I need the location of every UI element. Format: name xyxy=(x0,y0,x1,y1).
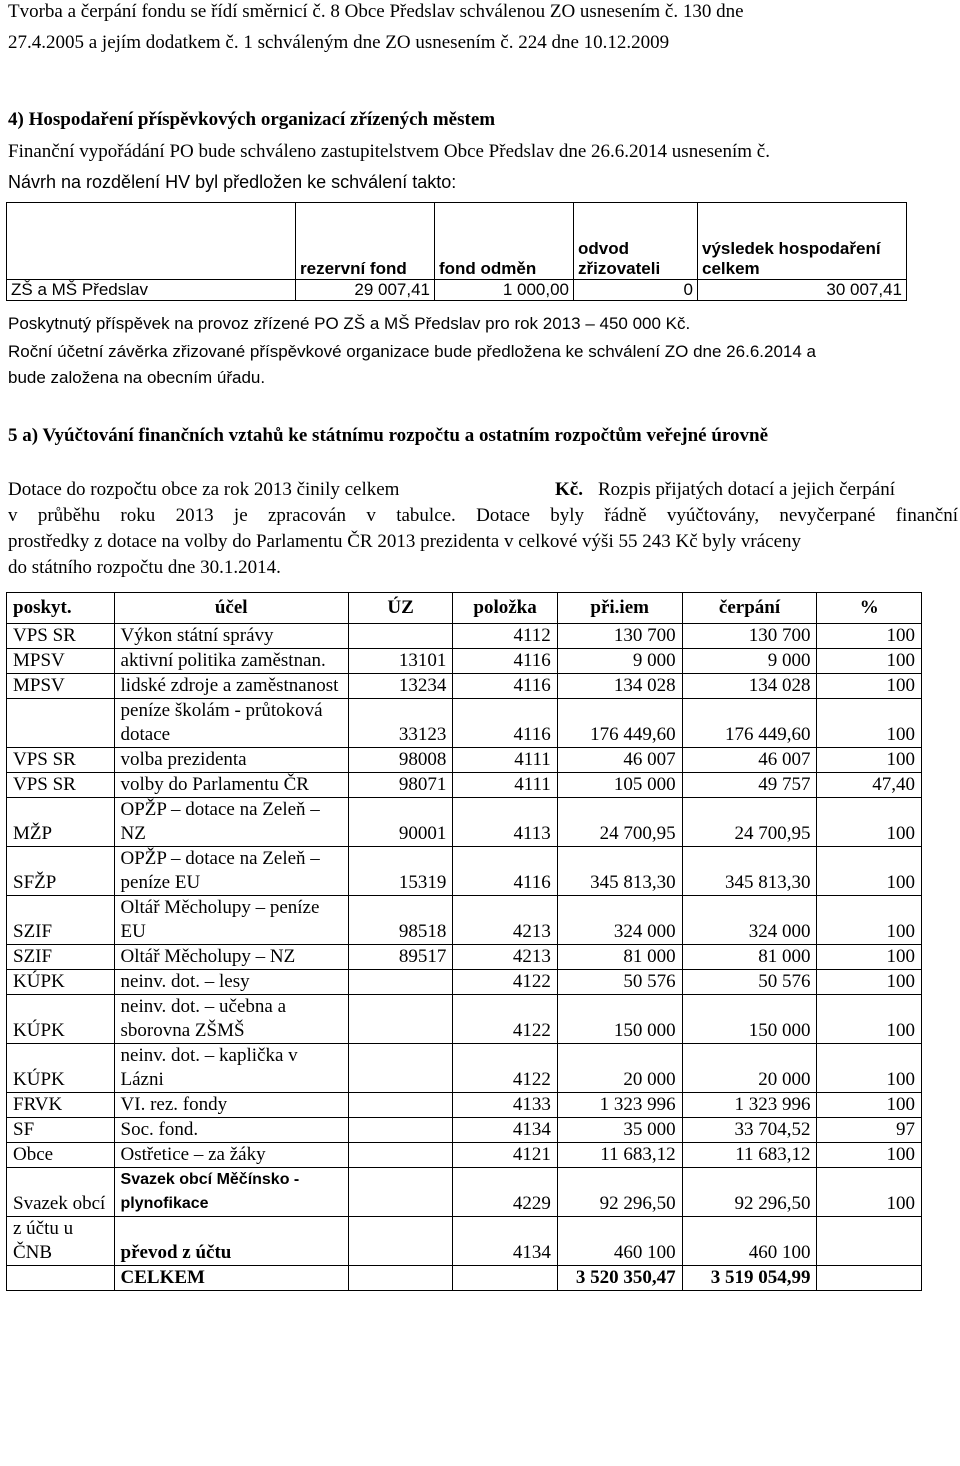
section4-after-3: bude založena na obecním úřadu. xyxy=(8,368,266,387)
table-row xyxy=(7,773,922,798)
grant-purpose: volby do Parlamentu ČR xyxy=(114,773,348,798)
table-row xyxy=(7,1118,922,1143)
total-cell-0 xyxy=(7,1266,115,1291)
hv-header-blank xyxy=(7,203,296,280)
grants-header-received: při.iem xyxy=(557,593,682,624)
table-row xyxy=(7,1168,922,1217)
grant-uz: 90001 xyxy=(348,798,452,847)
grant-percent: 100 xyxy=(817,1143,922,1168)
grant-provider: VPS SR xyxy=(7,748,115,773)
section5-p2: v průběhu roku 2013 je zpracován v tabulce. Dotace byly řádně vyúčtovány, nevyčerpané finanční xyxy=(8,505,958,526)
grant-percent: 100 xyxy=(817,624,922,649)
grant-purpose: peníze školám - průtoková dotace xyxy=(114,699,348,748)
grant-provider: Svazek obcí xyxy=(7,1168,115,1217)
grant-percent: 100 xyxy=(817,970,922,995)
grant-received: 81 000 xyxy=(557,945,682,970)
grant-spent: 9 000 xyxy=(682,649,817,674)
grant-received: 92 296,50 xyxy=(557,1168,682,1217)
grant-spent: 46 007 xyxy=(682,748,817,773)
grant-purpose: volba prezidenta xyxy=(114,748,348,773)
grant-percent: 100 xyxy=(817,1044,922,1093)
section4-line-2: Návrh na rozdělení HV byl předložen ke schválení takto: xyxy=(8,172,457,192)
grant-item: 4112 xyxy=(453,624,557,649)
grant-received: 1 323 996 xyxy=(557,1093,682,1118)
grant-received: 460 100 xyxy=(557,1217,682,1266)
hv-header-levy: odvod zřizovateli xyxy=(574,203,698,280)
grant-uz xyxy=(348,1044,452,1093)
grant-uz: 98071 xyxy=(348,773,452,798)
grant-spent: 81 000 xyxy=(682,945,817,970)
grants-header-percent: % xyxy=(817,593,922,624)
grant-received: 134 028 xyxy=(557,674,682,699)
section5-p3: prostředky z dotace na volby do Parlamentu ČR 2013 prezidenta v celkové výši 55 243 Kč byly vráceny xyxy=(8,531,802,552)
section5-p1-a: Dotace do rozpočtu obce za rok 2013 činily celkem xyxy=(8,479,400,500)
grant-percent: 100 xyxy=(817,798,922,847)
grant-spent: 134 028 xyxy=(682,674,817,699)
hv-cell-levy: 0 xyxy=(574,280,698,301)
grant-uz xyxy=(348,1093,452,1118)
grant-received: 324 000 xyxy=(557,896,682,945)
grants-header-uz: ÚZ xyxy=(348,593,452,624)
grant-uz xyxy=(348,1168,452,1217)
grant-item: 4134 xyxy=(453,1118,557,1143)
grants-total-row xyxy=(7,1266,922,1291)
grant-item: 4122 xyxy=(453,995,557,1044)
section4-line-1: Finanční vypořádání PO bude schváleno zastupitelstvem Obce Předslav dne 26.6.2014 usnesením č. xyxy=(8,141,770,162)
grant-purpose: OPŽP – dotace na Zeleň – peníze EU xyxy=(114,847,348,896)
grant-uz xyxy=(348,624,452,649)
grant-percent xyxy=(817,1217,922,1266)
grant-provider: KÚPK xyxy=(7,995,115,1044)
grant-purpose: OPŽP – dotace na Zeleň – NZ xyxy=(114,798,348,847)
grant-uz: 98008 xyxy=(348,748,452,773)
table-row xyxy=(7,1044,922,1093)
table-row xyxy=(7,649,922,674)
grant-purpose: Oltář Měcholupy – NZ xyxy=(114,945,348,970)
grant-uz xyxy=(348,995,452,1044)
grant-uz: 13101 xyxy=(348,649,452,674)
grant-spent: 11 683,12 xyxy=(682,1143,817,1168)
grant-provider: SZIF xyxy=(7,896,115,945)
grant-purpose: převod z účtu xyxy=(114,1217,348,1266)
grant-provider: SFŽP xyxy=(7,847,115,896)
table-row xyxy=(7,798,922,847)
grant-received: 20 000 xyxy=(557,1044,682,1093)
section5-heading: 5 a) Vyúčtování finančních vztahů ke státnímu rozpočtu a ostatním rozpočtům veřejné úrovně xyxy=(8,425,768,446)
hv-table-header-row xyxy=(7,203,907,280)
table-row xyxy=(7,1143,922,1168)
table-row xyxy=(7,1217,922,1266)
grants-header-row xyxy=(7,593,922,624)
grants-header-item: položka xyxy=(453,593,557,624)
grant-provider: MPSV xyxy=(7,649,115,674)
grant-received: 35 000 xyxy=(557,1118,682,1143)
grant-uz: 13234 xyxy=(348,674,452,699)
grant-percent: 100 xyxy=(817,748,922,773)
grant-item: 4121 xyxy=(453,1143,557,1168)
grant-provider: FRVK xyxy=(7,1093,115,1118)
total-cell-2 xyxy=(348,1266,452,1291)
grant-provider: SZIF xyxy=(7,945,115,970)
grant-received: 150 000 xyxy=(557,995,682,1044)
section5-p4: do státního rozpočtu dne 30.1.2014. xyxy=(8,557,281,578)
intro-line-1: Tvorba a čerpání fondu se řídí směrnicí č. 8 Obce Předslav schválenou ZO usnesením č. 130 dne xyxy=(8,1,744,22)
grant-item: 4122 xyxy=(453,1044,557,1093)
grant-purpose: lidské zdroje a zaměstnanost xyxy=(114,674,348,699)
section4-heading: 4) Hospodaření příspěvkových organizací zřízených městem xyxy=(8,109,496,130)
table-row xyxy=(7,945,922,970)
grant-uz xyxy=(348,970,452,995)
table-row xyxy=(7,1093,922,1118)
hv-distribution-table xyxy=(6,202,907,301)
section5-p1-c: Rozpis přijatých dotací a jejich čerpání xyxy=(598,479,896,500)
section4-after-2: Roční účetní závěrka zřizované příspěvkové organizace bude předložena ke schválení ZO dne 26.6.2014 a xyxy=(8,342,816,361)
table-row xyxy=(7,748,922,773)
total-cell-3 xyxy=(453,1266,557,1291)
grant-purpose: neinv. dot. – lesy xyxy=(114,970,348,995)
grants-header-purpose: účel xyxy=(114,593,348,624)
hv-cell-bonus: 1 000,00 xyxy=(435,280,574,301)
grant-spent: 33 704,52 xyxy=(682,1118,817,1143)
grant-received: 11 683,12 xyxy=(557,1143,682,1168)
grant-provider: VPS SR xyxy=(7,773,115,798)
grants-header-spent: čerpání xyxy=(682,593,817,624)
grant-purpose: Svazek obcí Měčínsko - plynofikace xyxy=(114,1168,348,1217)
total-cell-6 xyxy=(817,1266,922,1291)
table-row xyxy=(7,699,922,748)
hv-cell-result: 30 007,41 xyxy=(698,280,907,301)
section4-after-1: Poskytnutý příspěvek na provoz zřízené PO ZŠ a MŠ Předslav pro rok 2013 – 450 000 Kč. xyxy=(8,314,691,333)
grant-received: 24 700,95 xyxy=(557,798,682,847)
grant-item: 4116 xyxy=(453,699,557,748)
hv-cell-reserve: 29 007,41 xyxy=(296,280,435,301)
grant-purpose: neinv. dot. – kaplička v Lázni xyxy=(114,1044,348,1093)
grant-spent: 130 700 xyxy=(682,624,817,649)
grant-item: 4229 xyxy=(453,1168,557,1217)
grant-percent: 100 xyxy=(817,699,922,748)
grant-item: 4134 xyxy=(453,1217,557,1266)
grant-received: 46 007 xyxy=(557,748,682,773)
table-row xyxy=(7,674,922,699)
grant-item: 4116 xyxy=(453,847,557,896)
grants-table xyxy=(6,592,922,1291)
hv-header-result: výsledek hospodaření celkem xyxy=(698,203,907,280)
grant-item: 4213 xyxy=(453,945,557,970)
grant-provider: z účtu u ČNB xyxy=(7,1217,115,1266)
hv-header-reserve: rezervní fond xyxy=(296,203,435,280)
table-row xyxy=(7,896,922,945)
grants-header-provider: poskyt. xyxy=(7,593,115,624)
table-row xyxy=(7,970,922,995)
section5-p1-b: Kč. xyxy=(555,479,583,500)
grant-item: 4111 xyxy=(453,773,557,798)
grant-item: 4116 xyxy=(453,649,557,674)
grant-percent: 100 xyxy=(817,847,922,896)
grant-spent: 324 000 xyxy=(682,896,817,945)
grant-uz xyxy=(348,1143,452,1168)
grant-purpose: neinv. dot. – učebna a sborovna ZŠMŠ xyxy=(114,995,348,1044)
hv-header-bonus: fond odměn xyxy=(435,203,574,280)
grant-purpose: aktivní politika zaměstnan. xyxy=(114,649,348,674)
grant-item: 4116 xyxy=(453,674,557,699)
table-row xyxy=(7,280,907,301)
grant-spent: 460 100 xyxy=(682,1217,817,1266)
grant-spent: 150 000 xyxy=(682,995,817,1044)
grant-purpose: VI. rez. fondy xyxy=(114,1093,348,1118)
grant-uz: 98518 xyxy=(348,896,452,945)
intro-line-2: 27.4.2005 a jejím dodatkem č. 1 schváleným dne ZO usnesením č. 224 dne 10.12.2009 xyxy=(8,32,670,53)
total-received: 3 520 350,47 xyxy=(557,1266,682,1291)
grant-percent: 100 xyxy=(817,674,922,699)
grant-provider: MŽP xyxy=(7,798,115,847)
grant-item: 4133 xyxy=(453,1093,557,1118)
grant-spent: 1 323 996 xyxy=(682,1093,817,1118)
grant-spent: 24 700,95 xyxy=(682,798,817,847)
grant-received: 176 449,60 xyxy=(557,699,682,748)
grant-uz: 89517 xyxy=(348,945,452,970)
grant-provider: KÚPK xyxy=(7,970,115,995)
grant-percent: 97 xyxy=(817,1118,922,1143)
grant-percent: 47,40 xyxy=(817,773,922,798)
grant-provider: KÚPK xyxy=(7,1044,115,1093)
grant-provider: SF xyxy=(7,1118,115,1143)
grant-provider: VPS SR xyxy=(7,624,115,649)
grant-uz xyxy=(348,1118,452,1143)
grant-received: 9 000 xyxy=(557,649,682,674)
grant-item: 4113 xyxy=(453,798,557,847)
table-row xyxy=(7,995,922,1044)
grant-received: 345 813,30 xyxy=(557,847,682,896)
hv-cell-org: ZŠ a MŠ Předslav xyxy=(7,280,296,301)
grant-provider: Obce xyxy=(7,1143,115,1168)
grant-percent: 100 xyxy=(817,1168,922,1217)
grant-item: 4111 xyxy=(453,748,557,773)
grant-provider xyxy=(7,699,115,748)
grant-spent: 20 000 xyxy=(682,1044,817,1093)
total-spent: 3 519 054,99 xyxy=(682,1266,817,1291)
grant-uz: 15319 xyxy=(348,847,452,896)
total-label: CELKEM xyxy=(114,1266,348,1291)
grant-purpose: Soc. fond. xyxy=(114,1118,348,1143)
grant-percent: 100 xyxy=(817,1093,922,1118)
grant-spent: 50 576 xyxy=(682,970,817,995)
grant-purpose: Výkon státní správy xyxy=(114,624,348,649)
grant-spent: 176 449,60 xyxy=(682,699,817,748)
grant-item: 4213 xyxy=(453,896,557,945)
grant-uz xyxy=(348,1217,452,1266)
grant-item: 4122 xyxy=(453,970,557,995)
grant-percent: 100 xyxy=(817,896,922,945)
grant-received: 50 576 xyxy=(557,970,682,995)
grant-spent: 345 813,30 xyxy=(682,847,817,896)
grant-percent: 100 xyxy=(817,995,922,1044)
grant-spent: 92 296,50 xyxy=(682,1168,817,1217)
grant-received: 130 700 xyxy=(557,624,682,649)
grant-percent: 100 xyxy=(817,945,922,970)
grant-percent: 100 xyxy=(817,649,922,674)
table-row xyxy=(7,847,922,896)
grant-provider: MPSV xyxy=(7,674,115,699)
table-row xyxy=(7,624,922,649)
grant-spent: 49 757 xyxy=(682,773,817,798)
grant-purpose: Ostřetice – za žáky xyxy=(114,1143,348,1168)
grant-received: 105 000 xyxy=(557,773,682,798)
grant-purpose: Oltář Měcholupy – peníze EU xyxy=(114,896,348,945)
grant-uz: 33123 xyxy=(348,699,452,748)
